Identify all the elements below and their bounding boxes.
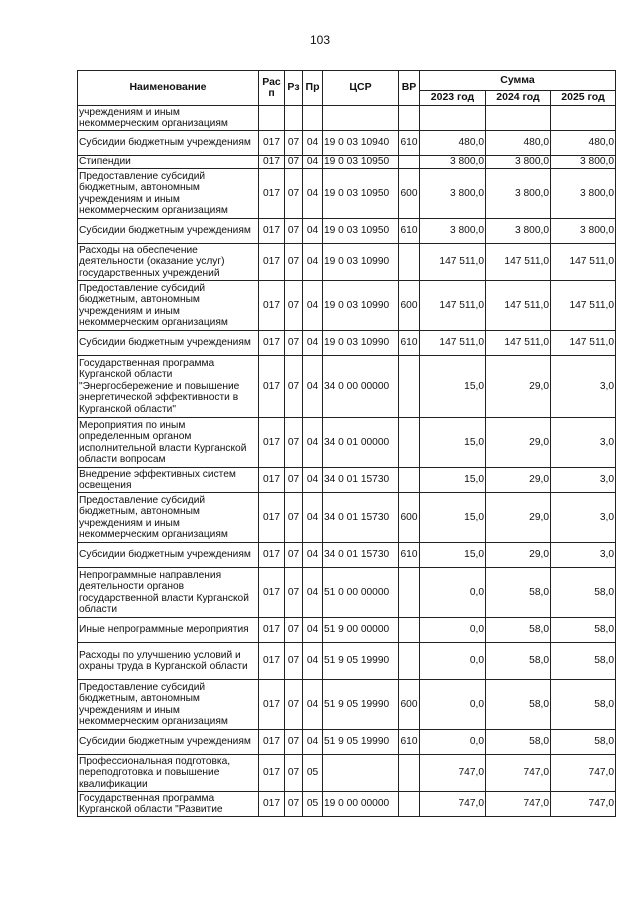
cell-sum-2024: 58,0 [486,680,551,730]
cell-sum-2024: 147 511,0 [486,331,551,356]
cell-sum-2025: 3,0 [551,418,616,468]
cell-csr: 51 9 05 19990 [323,680,399,730]
header-name: Наименование [78,71,259,106]
cell-sum-2024: 29,0 [486,468,551,493]
cell-csr: 51 9 05 19990 [323,643,399,680]
cell-sum-2025: 3,0 [551,356,616,418]
cell-sum-2024: 747,0 [486,792,551,817]
cell-rz: 07 [285,468,303,493]
cell-rz: 07 [285,618,303,643]
table-row [78,331,616,356]
cell-name: Стипендии [78,156,259,169]
cell-pr: 04 [303,244,323,281]
cell-ras: 017 [259,244,285,281]
cell-ras: 017 [259,792,285,817]
cell-name: Субсидии бюджетным учреждениям [78,331,259,356]
cell-sum-2023: 0,0 [420,643,486,680]
cell-sum-2025: 58,0 [551,730,616,755]
cell-vr [399,244,420,281]
cell-csr: 34 0 00 00000 [323,356,399,418]
cell-pr: 04 [303,618,323,643]
cell-rz: 07 [285,331,303,356]
cell-csr: 19 0 03 10950 [323,156,399,169]
cell-ras: 017 [259,281,285,331]
cell-pr: 05 [303,792,323,817]
cell-vr: 600 [399,169,420,219]
table-row [78,568,616,618]
cell-vr [399,618,420,643]
cell-csr: 34 0 01 15730 [323,468,399,493]
cell-pr: 04 [303,493,323,543]
table-row [78,169,616,219]
header-rz: Рз [285,71,303,106]
cell-rz: 07 [285,568,303,618]
cell-name: Предоставление субсидий бюджетным, автономным учреждениям и иным некоммерческим организациям [78,281,259,331]
cell-sum-2024: 58,0 [486,568,551,618]
budget-table [77,70,616,817]
cell-vr: 610 [399,131,420,156]
cell-sum-2025: 3,0 [551,543,616,568]
cell-sum-2024: 58,0 [486,730,551,755]
cell-ras: 017 [259,468,285,493]
table-row [78,131,616,156]
cell-pr: 04 [303,156,323,169]
cell-rz: 07 [285,131,303,156]
cell-name: Субсидии бюджетным учреждениям [78,543,259,568]
table-row [78,755,616,792]
cell-ras: 017 [259,418,285,468]
cell-sum-2023: 0,0 [420,568,486,618]
header-csr: ЦСР [323,71,399,106]
cell-pr: 04 [303,281,323,331]
cell-sum-2023: 747,0 [420,755,486,792]
cell-ras: 017 [259,730,285,755]
cell-name: Государственная программа Курганской области "Энергосбережение и повышение энергетической эффективности в Курганской области" [78,356,259,418]
cell-sum-2024: 3 800,0 [486,219,551,244]
cell-sum-2023: 15,0 [420,468,486,493]
cell-sum-2023: 3 800,0 [420,156,486,169]
table-row [78,418,616,468]
cell-pr: 04 [303,543,323,568]
table-row [78,356,616,418]
table-row [78,543,616,568]
cell-rz: 07 [285,493,303,543]
cell-vr: 610 [399,219,420,244]
cell-name: Предоставление субсидий бюджетным, автономным учреждениям и иным некоммерческим организациям [78,169,259,219]
cell-name: Субсидии бюджетным учреждениям [78,219,259,244]
cell-sum-2024: 58,0 [486,618,551,643]
table-row [78,618,616,643]
cell-name: учреждениям и иным некоммерческим организациям [78,106,259,131]
cell-sum-2024 [486,106,551,131]
cell-ras: 017 [259,219,285,244]
cell-sum-2023: 3 800,0 [420,219,486,244]
cell-rz: 07 [285,643,303,680]
cell-sum-2025 [551,106,616,131]
cell-ras: 017 [259,156,285,169]
cell-pr: 04 [303,643,323,680]
cell-vr [399,643,420,680]
table-row [78,792,616,817]
cell-sum-2025: 747,0 [551,792,616,817]
cell-sum-2024: 747,0 [486,755,551,792]
cell-sum-2023: 15,0 [420,418,486,468]
cell-csr: 19 0 00 00000 [323,792,399,817]
cell-sum-2023: 0,0 [420,730,486,755]
cell-rz: 07 [285,418,303,468]
cell-name: Субсидии бюджетным учреждениям [78,131,259,156]
cell-sum-2023: 0,0 [420,618,486,643]
cell-csr: 19 0 03 10950 [323,169,399,219]
cell-pr: 04 [303,356,323,418]
cell-sum-2023 [420,106,486,131]
cell-csr: 51 0 00 00000 [323,568,399,618]
cell-ras: 017 [259,643,285,680]
cell-rz: 07 [285,219,303,244]
cell-csr: 51 9 05 19990 [323,730,399,755]
cell-ras: 017 [259,568,285,618]
cell-sum-2023: 147 511,0 [420,281,486,331]
cell-pr: 05 [303,755,323,792]
cell-sum-2025: 147 511,0 [551,331,616,356]
cell-ras: 017 [259,493,285,543]
cell-csr: 34 0 01 00000 [323,418,399,468]
cell-sum-2023: 747,0 [420,792,486,817]
cell-pr: 04 [303,331,323,356]
cell-sum-2025: 58,0 [551,568,616,618]
cell-rz: 07 [285,244,303,281]
cell-vr [399,106,420,131]
cell-sum-2024: 29,0 [486,493,551,543]
table-row [78,730,616,755]
cell-sum-2025: 3 800,0 [551,156,616,169]
cell-sum-2025: 747,0 [551,755,616,792]
cell-pr: 04 [303,680,323,730]
cell-csr: 19 0 03 10940 [323,131,399,156]
cell-sum-2024: 29,0 [486,356,551,418]
cell-sum-2024: 3 800,0 [486,156,551,169]
header-vr: ВР [399,71,420,106]
cell-ras [259,106,285,131]
cell-rz: 07 [285,356,303,418]
cell-vr: 600 [399,281,420,331]
cell-csr: 51 9 00 00000 [323,618,399,643]
cell-vr [399,418,420,468]
cell-name: Внедрение эффективных систем освещения [78,468,259,493]
cell-name: Профессиональная подготовка, переподготовка и повышение квалификации [78,755,259,792]
cell-sum-2025: 58,0 [551,680,616,730]
cell-sum-2024: 3 800,0 [486,169,551,219]
cell-sum-2025: 3,0 [551,493,616,543]
cell-rz: 07 [285,792,303,817]
cell-name: Мероприятия по иным определенным органом исполнительной власти Курганской области вопросам [78,418,259,468]
table-row [78,156,616,169]
cell-pr: 04 [303,219,323,244]
header-ras: Рас п [259,71,285,106]
cell-pr [303,106,323,131]
table-row [78,106,616,131]
table-body [78,106,616,817]
cell-rz: 07 [285,169,303,219]
cell-sum-2024: 29,0 [486,418,551,468]
cell-csr [323,106,399,131]
cell-name: Субсидии бюджетным учреждениям [78,730,259,755]
cell-name: Расходы на обеспечение деятельности (оказание услуг) государственных учреждений [78,244,259,281]
cell-vr [399,156,420,169]
header-pr: Пр [303,71,323,106]
cell-pr: 04 [303,169,323,219]
cell-rz: 07 [285,156,303,169]
table-row [78,244,616,281]
cell-ras: 017 [259,331,285,356]
cell-rz: 07 [285,730,303,755]
cell-name: Предоставление субсидий бюджетным, автономным учреждениям и иным некоммерческим организациям [78,493,259,543]
cell-sum-2023: 15,0 [420,356,486,418]
cell-sum-2023: 147 511,0 [420,331,486,356]
cell-csr: 19 0 03 10950 [323,219,399,244]
cell-ras: 017 [259,543,285,568]
cell-vr [399,356,420,418]
cell-vr [399,468,420,493]
cell-vr: 610 [399,543,420,568]
header-sum: Сумма [420,71,616,91]
cell-rz: 07 [285,680,303,730]
cell-vr: 610 [399,730,420,755]
cell-name: Иные непрограммные мероприятия [78,618,259,643]
cell-sum-2024: 147 511,0 [486,281,551,331]
cell-sum-2025: 58,0 [551,643,616,680]
cell-vr: 600 [399,680,420,730]
cell-rz: 07 [285,755,303,792]
cell-ras: 017 [259,618,285,643]
cell-csr: 34 0 01 15730 [323,493,399,543]
cell-ras: 017 [259,356,285,418]
table-row [78,643,616,680]
cell-ras: 017 [259,755,285,792]
cell-pr: 04 [303,468,323,493]
cell-rz [285,106,303,131]
cell-ras: 017 [259,169,285,219]
cell-sum-2023: 147 511,0 [420,244,486,281]
cell-sum-2025: 3 800,0 [551,169,616,219]
cell-sum-2023: 15,0 [420,493,486,543]
cell-sum-2023: 480,0 [420,131,486,156]
cell-sum-2025: 3,0 [551,468,616,493]
cell-name: Непрограммные направления деятельности органов государственной власти Курганской области [78,568,259,618]
cell-sum-2023: 15,0 [420,543,486,568]
header-year-2024: 2024 год [486,91,551,106]
cell-pr: 04 [303,730,323,755]
cell-vr: 600 [399,493,420,543]
cell-csr: 19 0 03 10990 [323,331,399,356]
cell-sum-2024: 480,0 [486,131,551,156]
cell-ras: 017 [259,680,285,730]
cell-pr: 04 [303,568,323,618]
cell-csr [323,755,399,792]
cell-sum-2023: 3 800,0 [420,169,486,219]
cell-sum-2025: 480,0 [551,131,616,156]
cell-rz: 07 [285,281,303,331]
cell-csr: 19 0 03 10990 [323,281,399,331]
cell-vr: 610 [399,331,420,356]
table-row [78,219,616,244]
cell-pr: 04 [303,418,323,468]
cell-ras: 017 [259,131,285,156]
cell-name: Расходы по улучшению условий и охраны труда в Курганской области [78,643,259,680]
cell-sum-2025: 147 511,0 [551,281,616,331]
cell-csr: 34 0 01 15730 [323,543,399,568]
cell-sum-2024: 58,0 [486,643,551,680]
cell-sum-2025: 58,0 [551,618,616,643]
table-row [78,493,616,543]
cell-rz: 07 [285,543,303,568]
cell-sum-2024: 147 511,0 [486,244,551,281]
header-year-2023: 2023 год [420,91,486,106]
cell-name: Предоставление субсидий бюджетным, автономным учреждениям и иным некоммерческим организациям [78,680,259,730]
cell-name: Государственная программа Курганской области "Развитие [78,792,259,817]
cell-vr [399,755,420,792]
cell-pr: 04 [303,131,323,156]
cell-vr [399,792,420,817]
cell-sum-2024: 29,0 [486,543,551,568]
page-number: 103 [309,33,331,47]
table-row [78,680,616,730]
cell-sum-2023: 0,0 [420,680,486,730]
cell-vr [399,568,420,618]
table-row [78,281,616,331]
cell-sum-2025: 147 511,0 [551,244,616,281]
header-year-2025: 2025 год [551,91,616,106]
table-row [78,468,616,493]
cell-sum-2025: 3 800,0 [551,219,616,244]
cell-csr: 19 0 03 10990 [323,244,399,281]
